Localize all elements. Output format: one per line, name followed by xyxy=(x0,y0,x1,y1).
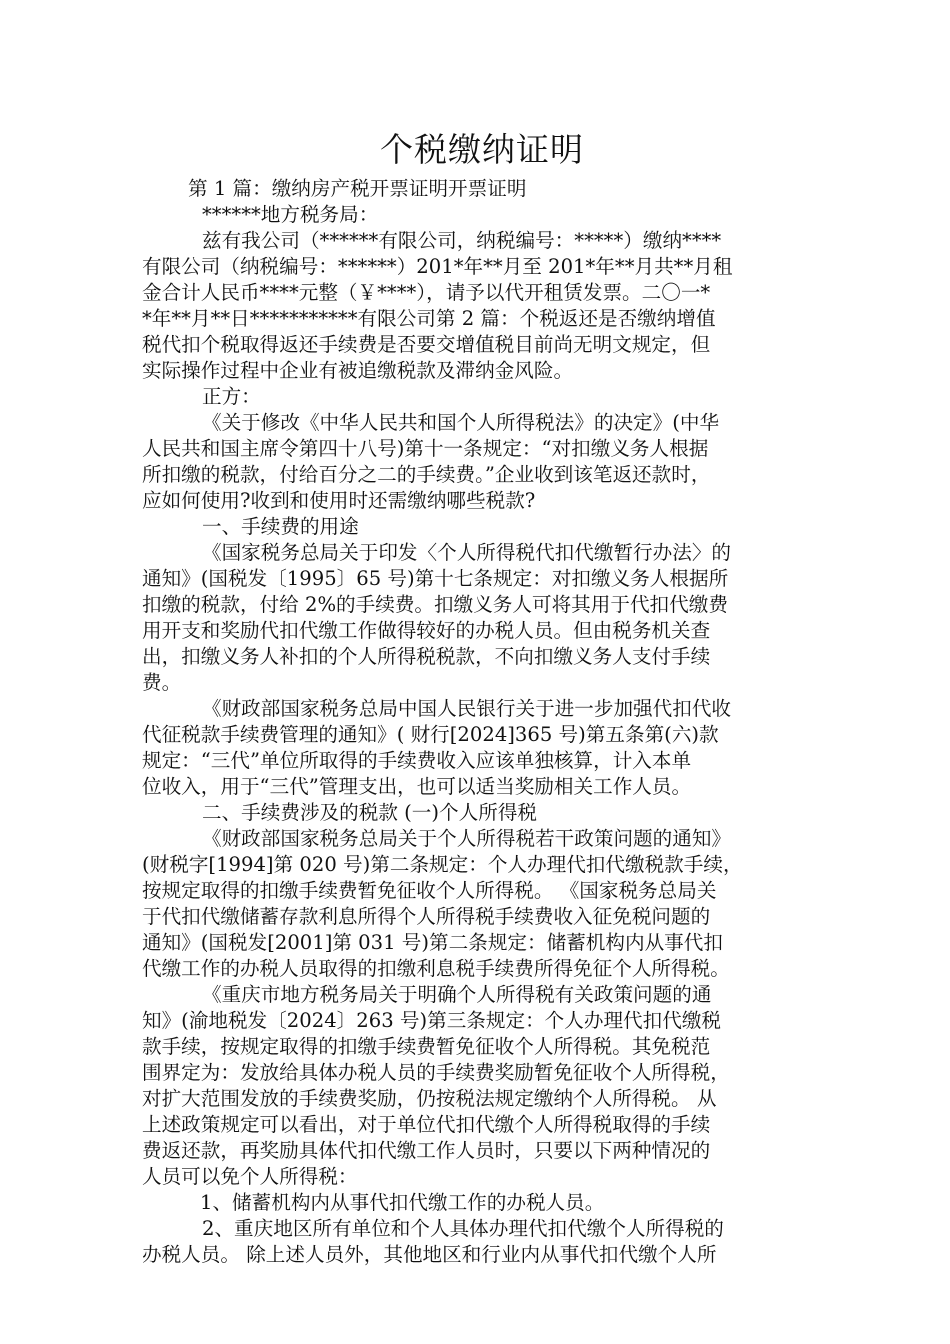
paragraph-line: 规定：“三代”单位所取得的手续费收入应该单独核算，计入本单 xyxy=(142,749,692,772)
paragraph-line: 代缴工作的办税人员取得的扣缴利息税手续费所得免征个人所得税。 xyxy=(142,957,730,980)
paragraph-line: (财税字[1994]第 020 号)第二条规定：个人办理代扣代缴税款手续， xyxy=(142,853,743,876)
subheading-fee-usage: 一、手续费的用途 xyxy=(202,515,359,538)
paragraph-line: 用开支和奖励代扣代缴工作做得较好的办税人员。但由税务机关查 xyxy=(142,619,711,642)
paragraph-line: 《关于修改《中华人民共和国个人所得税法》的决定》(中华 xyxy=(202,411,720,434)
paragraph-line: 知》(渝地税发〔2024〕263 号)第三条规定：个人办理代扣代缴税 xyxy=(142,1009,722,1032)
paragraph-line: 有限公司（纳税编号：******）201*年**月至 201*年**月共**月租 xyxy=(142,255,733,278)
paragraph-line: 通知》(国税发〔1995〕65 号)第十七条规定：对扣缴义务人根据所 xyxy=(142,567,729,590)
list-item: 2、重庆地区所有单位和个人具体办理代扣代缴个人所得税的 xyxy=(202,1217,724,1240)
paragraph-line: 费返还款，再奖励具体代扣代缴工作人员时，只要以下两种情况的 xyxy=(142,1139,711,1162)
paragraph-line: 出，扣缴义务人补扣的个人所得税税款，不向扣缴义务人支付手续 xyxy=(142,645,711,668)
paragraph-line: 围界定为：发放给具体办税人员的手续费奖励暂免征收个人所得税， xyxy=(142,1061,730,1084)
paragraph-line: 《国家税务总局关于印发〈个人所得税代扣代缴暂行办法〉的 xyxy=(202,541,732,564)
paragraph-line: 于代扣代缴储蓄存款利息所得个人所得税手续费收入征免税问题的 xyxy=(142,905,711,928)
paragraph-line: 《财政部国家税务总局中国人民银行关于进一步加强代扣代收 xyxy=(202,697,732,720)
subheading-taxes-involved: 二、手续费涉及的税款 (一)个人所得税 xyxy=(202,801,538,824)
paragraph-line: 对扩大范围发放的手续费奖励，仍按税法规定缴纳个人所得税。 从 xyxy=(142,1087,717,1110)
paragraph-line: 通知》(国税发[2001]第 031 号)第二条规定：储蓄机构内从事代扣 xyxy=(142,931,723,954)
subheading-zhengfang: 正方： xyxy=(202,385,261,408)
paragraph-line: 《财政部国家税务总局关于个人所得税若干政策问题的通知》 xyxy=(202,827,732,850)
addressee-line: ******地方税务局： xyxy=(202,203,379,226)
document-title: 个税缴纳证明 xyxy=(380,130,584,169)
paragraph-line: 所扣缴的税款，付给百分之二的手续费。”企业收到该笔返还款时， xyxy=(142,463,711,486)
paragraph-line: 办税人员。 除上述人员外，其他地区和行业内从事代扣代缴个人所 xyxy=(142,1243,717,1266)
paragraph-line: 兹有我公司（******有限公司，纳税编号：*****）缴纳**** xyxy=(202,229,722,252)
paragraph-line: 税代扣个税取得返还手续费是否要交增值税目前尚无明文规定，但 xyxy=(142,333,711,356)
document-page xyxy=(142,128,822,1268)
paragraph-line: 应如何使用?收到和使用时还需缴纳哪些税款? xyxy=(142,489,536,512)
paragraph-line: 人员可以免个人所得税： xyxy=(142,1165,358,1188)
paragraph-line: *年**月**日***********有限公司第 2 篇：个税返还是否缴纳增值 xyxy=(142,307,716,330)
list-item: 1、储蓄机构内从事代扣代缴工作的办税人员。 xyxy=(200,1191,605,1214)
paragraph-line: 实际操作过程中企业有被追缴税款及滞纳金风险。 xyxy=(142,359,574,382)
paragraph-line: 位收入，用于“三代”管理支出，也可以适当奖励相关工作人员。 xyxy=(142,775,692,798)
paragraph-line: 上述政策规定可以看出，对于单位代扣代缴个人所得税取得的手续 xyxy=(142,1113,711,1136)
paragraph-line: 费。 xyxy=(142,671,182,694)
paragraph-line: 人民共和国主席令第四十八号)第十一条规定：“对扣缴义务人根据 xyxy=(142,437,709,460)
paragraph-line: 金合计人民币****元整（￥****），请予以代开租赁发票。二〇一* xyxy=(142,281,711,304)
paragraph-line: 代征税款手续费管理的通知》( 财行[2024]365 号)第五条第(六)款 xyxy=(142,723,719,746)
paragraph-line: 款手续，按规定取得的扣缴手续费暂免征收个人所得税。其免税范 xyxy=(142,1035,711,1058)
section-heading-1: 第 1 篇：缴纳房产税开票证明开票证明 xyxy=(188,177,527,200)
paragraph-line: 扣缴的税款，付给 2%的手续费。扣缴义务人可将其用于代扣代缴费 xyxy=(142,593,728,616)
paragraph-line: 按规定取得的扣缴手续费暂免征收个人所得税。 《国家税务总局关 xyxy=(142,879,717,902)
paragraph-line: 《重庆市地方税务局关于明确个人所得税有关政策问题的通 xyxy=(202,983,712,1006)
